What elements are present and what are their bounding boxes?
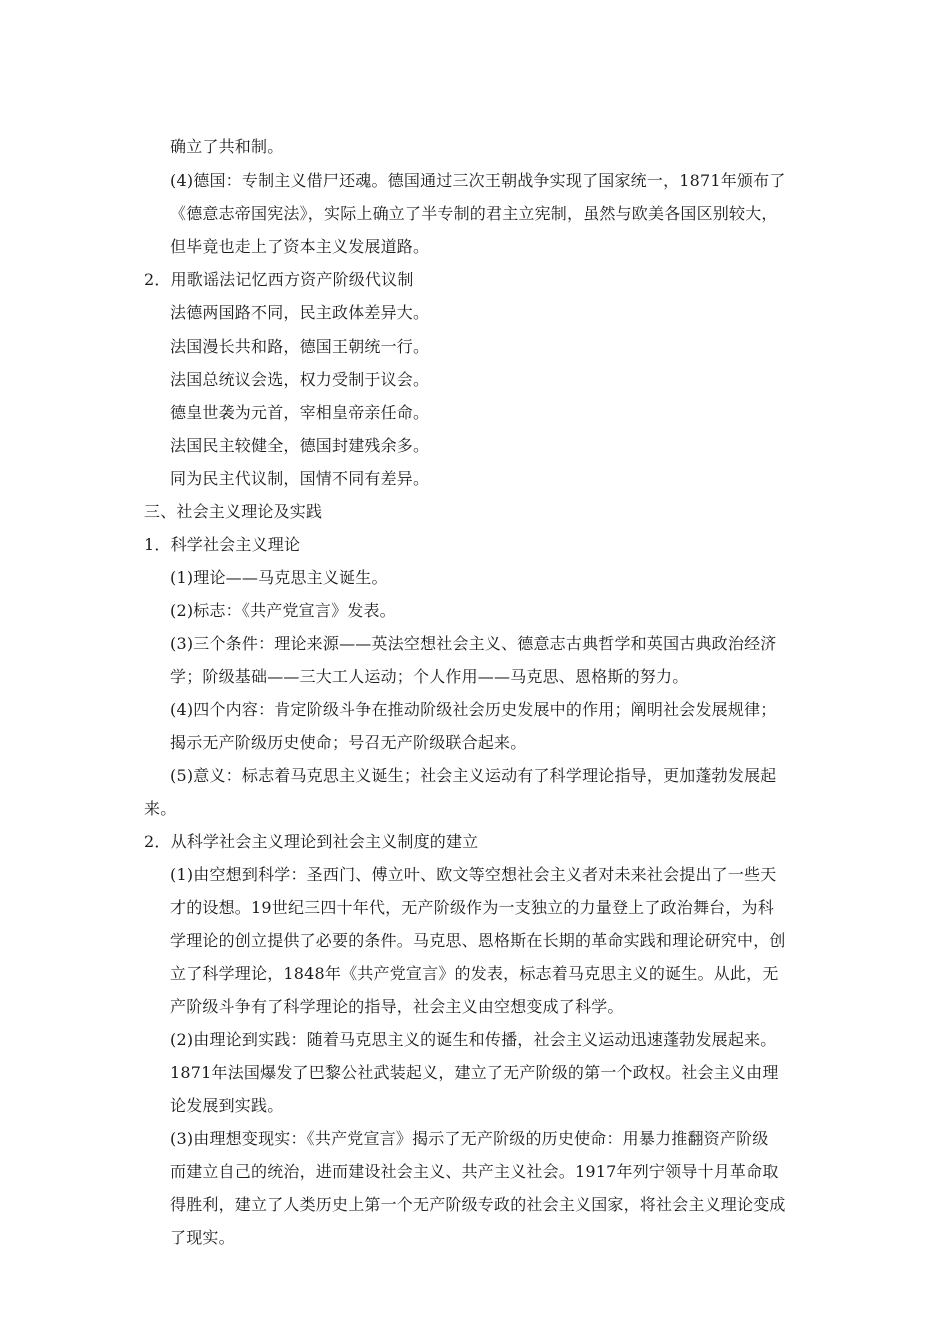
verse-line: 法德两国路不同，民主政体差异大。 [170,303,430,322]
text-line: 确立了共和制。 [170,137,284,156]
text-line: 1871年法国爆发了巴黎公社武装起义，建立了无产阶级的第一个政权。社会主义由理 [170,1063,779,1082]
text-line: 学理论的创立提供了必要的条件。马克思、恩格斯在长期的革命实践和理论研究中，创 [170,931,786,950]
section-heading: 三、社会主义理论及实践 [144,502,323,521]
verse-line: 德皇世袭为元首，宰相皇帝亲任命。 [170,403,430,422]
text-line: 来。 [144,799,177,818]
text-line: (1)理论——马克思主义诞生。 [170,568,388,587]
text-line: 但毕竟也走上了资本主义发展道路。 [170,237,430,256]
text-line: (4)德国：专制主义借尸还魂。德国通过三次王朝战争实现了国家统一，1871年颁布了 [170,171,786,190]
text-line: 《德意志帝国宪法》，实际上确立了半专制的君主立宪制，虽然与欧美各国区别较大， [170,204,778,223]
text-line: (1)由空想到科学：圣西门、傅立叶、欧文等空想社会主义者对未来社会提出了一些天 [170,865,777,884]
verse-line: 法国总统议会选，权力受制于议会。 [170,370,430,389]
text-line: 而建立自己的统治，进而建设社会主义、共产主义社会。1917年列宁领导十月革命取 [170,1162,779,1181]
verse-line: 法国民主较健全，德国封建残余多。 [170,436,430,455]
text-line: 才的设想。19世纪三四十年代，无产阶级作为一支独立的力量登上了政治舞台，为科 [170,898,774,917]
section-heading: 2．用歌谣法记忆西方资产阶级代议制 [144,270,414,289]
verse-line: 同为民主代议制，国情不同有差异。 [170,469,430,488]
text-line: 论发展到实践。 [170,1096,284,1115]
text-line: 学；阶级基础——三大工人运动；个人作用——马克思、恩格斯的努力。 [170,667,689,686]
text-line: 揭示无产阶级历史使命；号召无产阶级联合起来。 [170,733,527,752]
text-line: (5)意义：标志着马克思主义诞生；社会主义运动有了科学理论指导，更加蓬勃发展起 [170,766,777,785]
text-line: 产阶级斗争有了科学理论的指导，社会主义由空想变成了科学。 [170,997,624,1016]
subsection-heading: 2．从科学社会主义理论到社会主义制度的建立 [144,832,479,851]
text-line: (4)四个内容：肯定阶级斗争在推动阶级社会历史发展中的作用；阐明社会发展规律； [170,700,777,719]
text-line: 立了科学理论，1848年《共产党宣言》的发表，标志着马克思主义的诞生。从此，无 [170,964,779,983]
text-line: 得胜利，建立了人类历史上第一个无产阶级专政的社会主义国家，将社会主义理论变成 [170,1195,786,1214]
text-line: (2)标志：《共产党宣言》发表。 [170,601,396,620]
text-line: (2)由理论到实践：随着马克思主义的诞生和传播，社会主义运动迅速蓬勃发展起来。 [170,1030,777,1049]
subsection-heading: 1．科学社会主义理论 [144,535,301,554]
text-line: (3)由理想变现实：《共产党宣言》揭示了无产阶级的历史使命：用暴力推翻资产阶级 [170,1129,769,1148]
text-line: 了现实。 [170,1228,235,1247]
verse-line: 法国漫长共和路，德国王朝统一行。 [170,337,430,356]
text-line: (3)三个条件：理论来源——英法空想社会主义、德意志古典哲学和英国古典政治经济 [170,634,777,653]
